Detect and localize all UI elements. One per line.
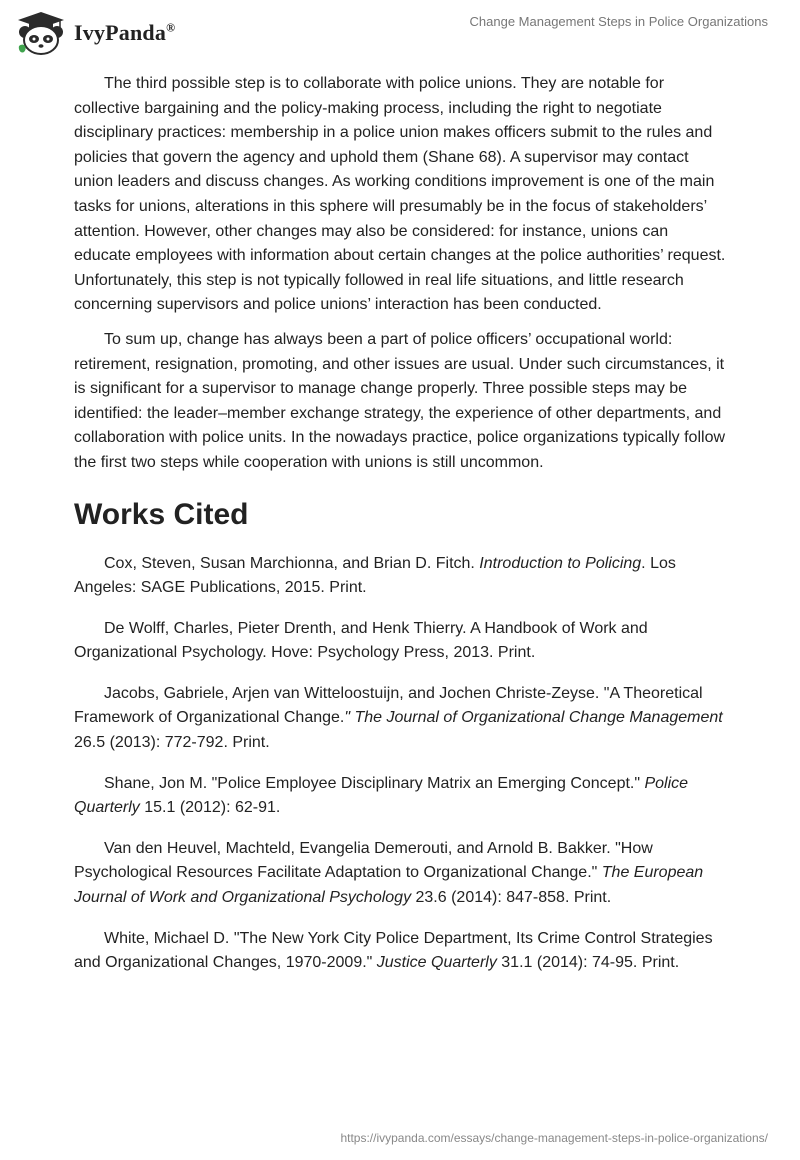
works-cited-heading: Works Cited — [74, 497, 249, 531]
body-paragraph: To sum up, change has always been a part of police officers’ occupational world: retirement, resignation, promoting, and other issues are usual. Under such circumstances, it is significant for a supervisor to manage change properly. Three possible steps may be identified: the leader–member exchange strategy, the experience of other departments, and collaboration with police units. In the nowadays practice, police organizations typically follow the first two steps while cooperation with unions is still uncommon. — [74, 330, 726, 471]
page-header — [0, 0, 800, 64]
citation: De Wolff, Charles, Pieter Drenth, and Henk Thierry. A Handbook of Work and Organizational Psychology. Hove: Psychology Press, 2013. Print. — [74, 619, 648, 662]
body-paragraph: The third possible step is to collaborate with police unions. They are notable for collective bargaining and the policy-making process, including the right to negotiate disciplinary practices: membership in a police union makes officers submit to the rules and policies that govern the agency and uphold them (Shane 68). A supervisor may contact union leaders and discuss changes. As working conditions improvement is one of the main tasks for unions, alterations in this sphere will presumably be in the focus of stakeholders’ attention. However, other changes may also be considered: for instance, unions can educate employees with information about certain changes at the police authorities’ request. Unfortunately, this step is not typically followed in real life situations, and little research concerning supervisors and police unions’ interaction has been conducted. — [74, 75, 726, 314]
source-url[interactable]: https://ivypanda.com/essays/change-management-steps-in-police-organizations/ — [340, 1131, 768, 1145]
brand-name: IvyPanda® — [74, 20, 176, 45]
citation: Shane, Jon M. "Police Employee Disciplinary Matrix an Emerging Concept." Police Quarterly 15.1 (2012): 62-91. — [74, 774, 689, 817]
citation: Cox, Steven, Susan Marchionna, and Brian D. Fitch. Introduction to Policing. Los Angeles: SAGE Publications, 2015. Print. — [74, 554, 676, 597]
document-title: Change Management Steps in Police Organizations — [469, 14, 768, 29]
ivypanda-logo[interactable] — [14, 8, 175, 58]
essay-content — [74, 72, 726, 992]
citation: Van den Heuvel, Machteld, Evangelia Demerouti, and Arnold B. Bakker. "How Psychological Resources Facilitate Adaptation to Organizational Change." The European Journal of Work and Organizational Psychology 23.6 (2014): 847-858. Print. — [74, 839, 704, 907]
citation: Jacobs, Gabriele, Arjen van Witteloostuijn, and Jochen Christe-Zeyse. "A Theoretical Framework of Organizational Change." The Journal of Organizational Change Management 26.5 (2013): 772-792. Print. — [74, 684, 723, 752]
citation: White, Michael D. "The New York City Police Department, Its Crime Control Strategies and Organizational Changes, 1970-2009." Justice Quarterly 31.1 (2014): 74-95. Print. — [74, 929, 713, 972]
panda-graduate-icon — [14, 10, 68, 56]
